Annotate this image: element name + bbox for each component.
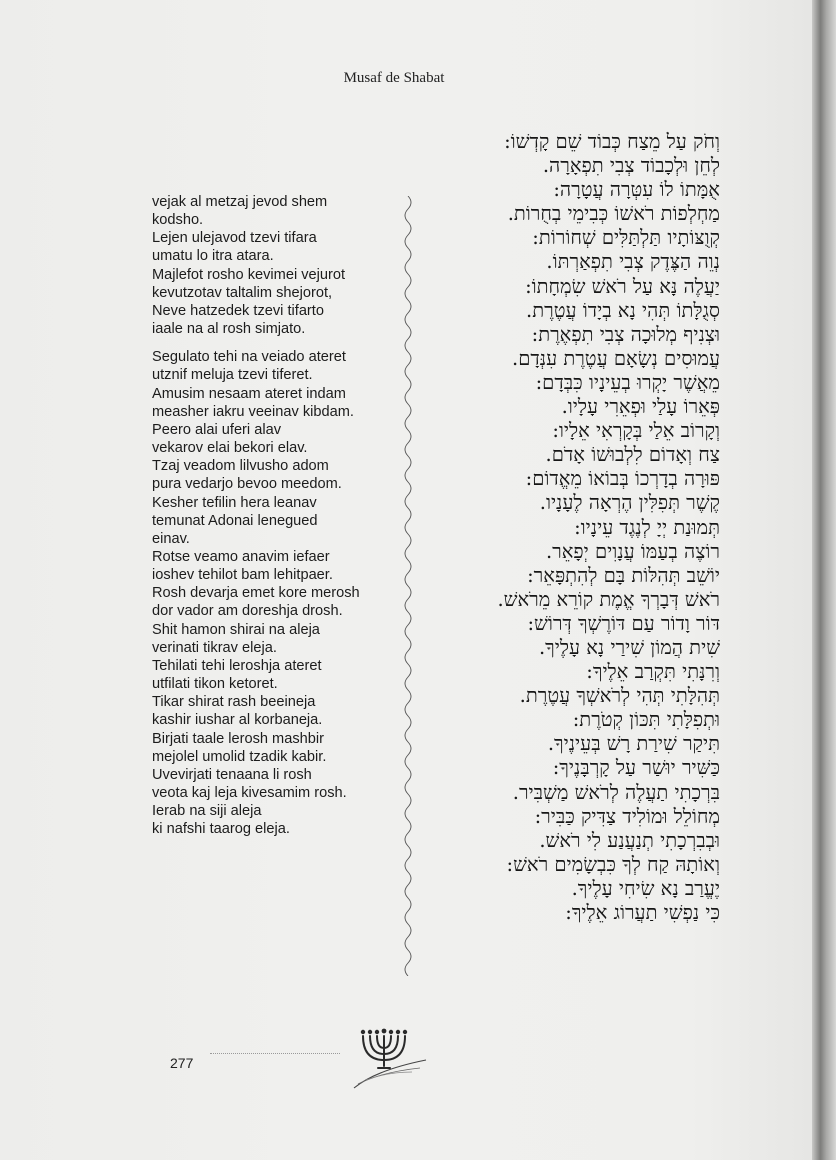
footer-dotted-rule — [210, 1053, 340, 1054]
hebrew-line: כִּי נַפְשִׁי תַעֲרוֹג אֵלֶיךָ: — [565, 901, 720, 924]
transliteration-line: temunat Adonai lenegued — [152, 512, 318, 529]
transliteration-line: Neve hatzedek tzevi tifarto — [152, 302, 324, 319]
hebrew-line: וּתְפִלָּתִי תִּכּוֹן קְטֹרֶת: — [572, 708, 720, 732]
page-edge-shadow — [812, 0, 836, 1160]
transliteration-line: Amusim nesaam ateret indam — [152, 385, 346, 402]
hebrew-column — [412, 130, 720, 925]
transliteration-line: Lejen ulejavod tzevi tifara — [152, 230, 317, 247]
hebrew-line: אֻמָּתוֹ לוֹ עִטְּרָה עֲטָרָה: — [553, 178, 720, 202]
transliteration-line: Rosh devarja emet kore merosh — [152, 585, 360, 602]
hebrew-line: קֶשֶׁר תְּפִלִּין הֶרְאָה לֶעָנָיו. — [539, 491, 720, 515]
transliteration-line: iaale na al rosh simjato. — [152, 321, 306, 338]
hebrew-line: מְחוֹלֵל וּמוֹלִיד צַדִּיק כַּבִּיר: — [534, 804, 720, 828]
transliteration-line: measher iakru veeinav kibdam. — [152, 403, 354, 420]
hebrew-line: כַּשִּׁיר יוּשַׁר עַל קָרְבָּנֶיךָ: — [552, 756, 720, 780]
hebrew-line: בִּרְכָתִי תַעֲלֶה לְרֹאשׁ מַשְׁבִּיר. — [512, 780, 720, 804]
transliteration-line: utznif meluja tzevi tiferet. — [152, 367, 313, 384]
hebrew-line: צַח וְאָדוֹם לִלְבוּשׁוֹ אָדֹם. — [545, 443, 720, 467]
transliteration-line: einav. — [152, 530, 190, 547]
menorah-icon — [348, 1022, 428, 1092]
hebrew-line: יוֹשֵׁב תְּהִלּוֹת בָּם לְהִתְפָּאֵר: — [527, 563, 720, 587]
page-header: Musaf de Shabat — [343, 70, 445, 86]
transliteration-line: pura vedarjo bevoo meedom. — [152, 476, 342, 493]
hebrew-line: רוֹצֶה בְעַמּוֹ עֲנָוִים יְפָאֵר. — [545, 539, 720, 563]
hebrew-line: וְרִנָּתִי תִּקְרַב אֵלֶיךָ: — [586, 660, 720, 684]
transliteration-line: vejak al metzaj jevod shem — [152, 194, 328, 210]
transliteration-line: kashir iushar al korbaneja. — [152, 712, 323, 729]
transliteration-line: Majlefot rosho kevimei vejurot — [152, 266, 346, 283]
hebrew-line: עֲמוּסִים נְשָׂאָם עֲטֶרֶת עִנְּדָם. — [512, 346, 720, 370]
transliteration-line: vekarov elai bekori elav. — [152, 440, 308, 457]
transliteration-line: Uvevirjati tenaana li rosh — [152, 766, 312, 783]
hebrew-line: וְקָרוֹב אֵלַי בְּקָרְאִי אֵלָיו: — [552, 419, 720, 443]
hebrew-line: נְוֵה הַצֶּדֶק צְבִי תִפְאַרְתּוֹ. — [546, 250, 720, 274]
hebrew-line: וּבְבִרְכָתִי תְנַעֲנַע לִי רֹאשׁ. — [539, 828, 720, 852]
transliteration-line: verinati tikrav eleja. — [152, 639, 277, 656]
transliteration-line: Tehilati tehi leroshja ateret — [152, 657, 322, 674]
stanza-gap — [152, 338, 402, 348]
hebrew-line: יַעֲלֶה נָּא עַל רֹאשׁ שִׂמְחָתוֹ: — [525, 274, 720, 298]
transliteration-line: Peero alai uferi alav — [152, 421, 281, 438]
hebrew-line: שִׁית הֲמוֹן שִׁירַי נָא עָלֶיךָ. — [538, 635, 720, 659]
transliteration-line: kevutzotav taltalim shejorot, — [152, 284, 333, 301]
transliteration-line: utfilati tikon ketoret. — [152, 676, 278, 693]
transliteration-line: ki nafshi taarog eleja. — [152, 821, 290, 838]
transliteration-line: veota kaj leja kivesamim rosh. — [152, 785, 347, 801]
transliteration-line: kodsho. — [152, 212, 204, 229]
page-number: 277 — [170, 1055, 194, 1071]
hebrew-line: תִּיקַר שִׁירַת רָשׁ בְּעֵינֶיךָ. — [547, 732, 720, 756]
transliteration-line: mejolel umolid tzadik kabir. — [152, 748, 327, 765]
hebrew-line: סְגֻלָּתוֹ תְּהִי נָא בְיָדוֹ עֲטֶרֶת. — [526, 298, 720, 322]
transliteration-column — [152, 193, 402, 838]
transliteration-line: Segulato tehi na veiado ateret — [152, 349, 346, 366]
hebrew-line: לְחֵן וּלְכָבוֹד צְבִי תִפְאָרָה. — [542, 154, 720, 178]
hebrew-line: וּצְנִיף מְלוּכָה צְבִי תִפְאֶרֶת: — [531, 322, 720, 346]
hebrew-line: מֵאֲשֶׁר יָקְרוּ בְעֵינָיו כִּבְּדָם: — [535, 370, 720, 394]
transliteration-line: Tzaj veadom lilvusho adom — [152, 458, 329, 475]
transliteration-line: ioshev tehilot bam lehitpaer. — [152, 567, 333, 584]
hebrew-line: תְּהִלָּתִי תְּהִי לְרֹאשְׁךָ עֲטֶרֶת. — [519, 684, 720, 708]
transliteration-line: Ierab na siji aleja — [152, 803, 262, 820]
hebrew-line: פְּאֵרוֹ עָלַי וּפְאֵרִי עָלָיו. — [561, 395, 720, 419]
hebrew-line: פּוּרָה בְדָרְכוֹ בְּבוֹאוֹ מֵאֱדוֹם: — [525, 467, 720, 491]
transliteration-line: Tikar shirat rash beeineja — [152, 694, 316, 711]
transliteration-line: Rotse veamo anavim iefaer — [152, 548, 330, 565]
transliteration-line: dor vador am doreshja drosh. — [152, 603, 343, 620]
hebrew-line: וְאוֹתָהּ קַח לְךָ כִּבְשָׂמִים רֹאשׁ: — [506, 852, 720, 876]
transliteration-line: Birjati taale lerosh mashbir — [152, 730, 324, 747]
hebrew-line: מַחְלְפוֹת רֹאשׁוֹ כְּבִימֵי בְחֻרוֹת. — [507, 202, 720, 226]
hebrew-line: יֶעֱרַב נָא שִׂיחִי עָלֶיךָ. — [571, 876, 720, 900]
transliteration-line: Kesher tefilin hera leanav — [152, 494, 317, 511]
hebrew-line: קְוֻצּוֹתָיו תַּלְתַּלִּים שְׁחוֹרוֹת: — [532, 226, 720, 250]
transliteration-line: umatu lo itra atara. — [152, 248, 274, 265]
hebrew-line: תְּמוּנַת יְיָ לְנֶגֶד עֵינָיו: — [574, 515, 720, 539]
hebrew-line: רֹאשׁ דְּבָרְךָ אֱמֶת קוֹרֵא מֵרֹאשׁ. — [497, 587, 720, 611]
hebrew-line: וְחֹק עַל מֵצַח כְּבוֹד שֵׁם קָדְשׁוֹ: — [504, 130, 720, 153]
hebrew-line: דּוֹר וָדוֹר עַם דּוֹרֶשְׁךָ דְּרוֹשׁ: — [527, 611, 720, 635]
transliteration-line: Shit hamon shirai na aleja — [152, 621, 320, 638]
